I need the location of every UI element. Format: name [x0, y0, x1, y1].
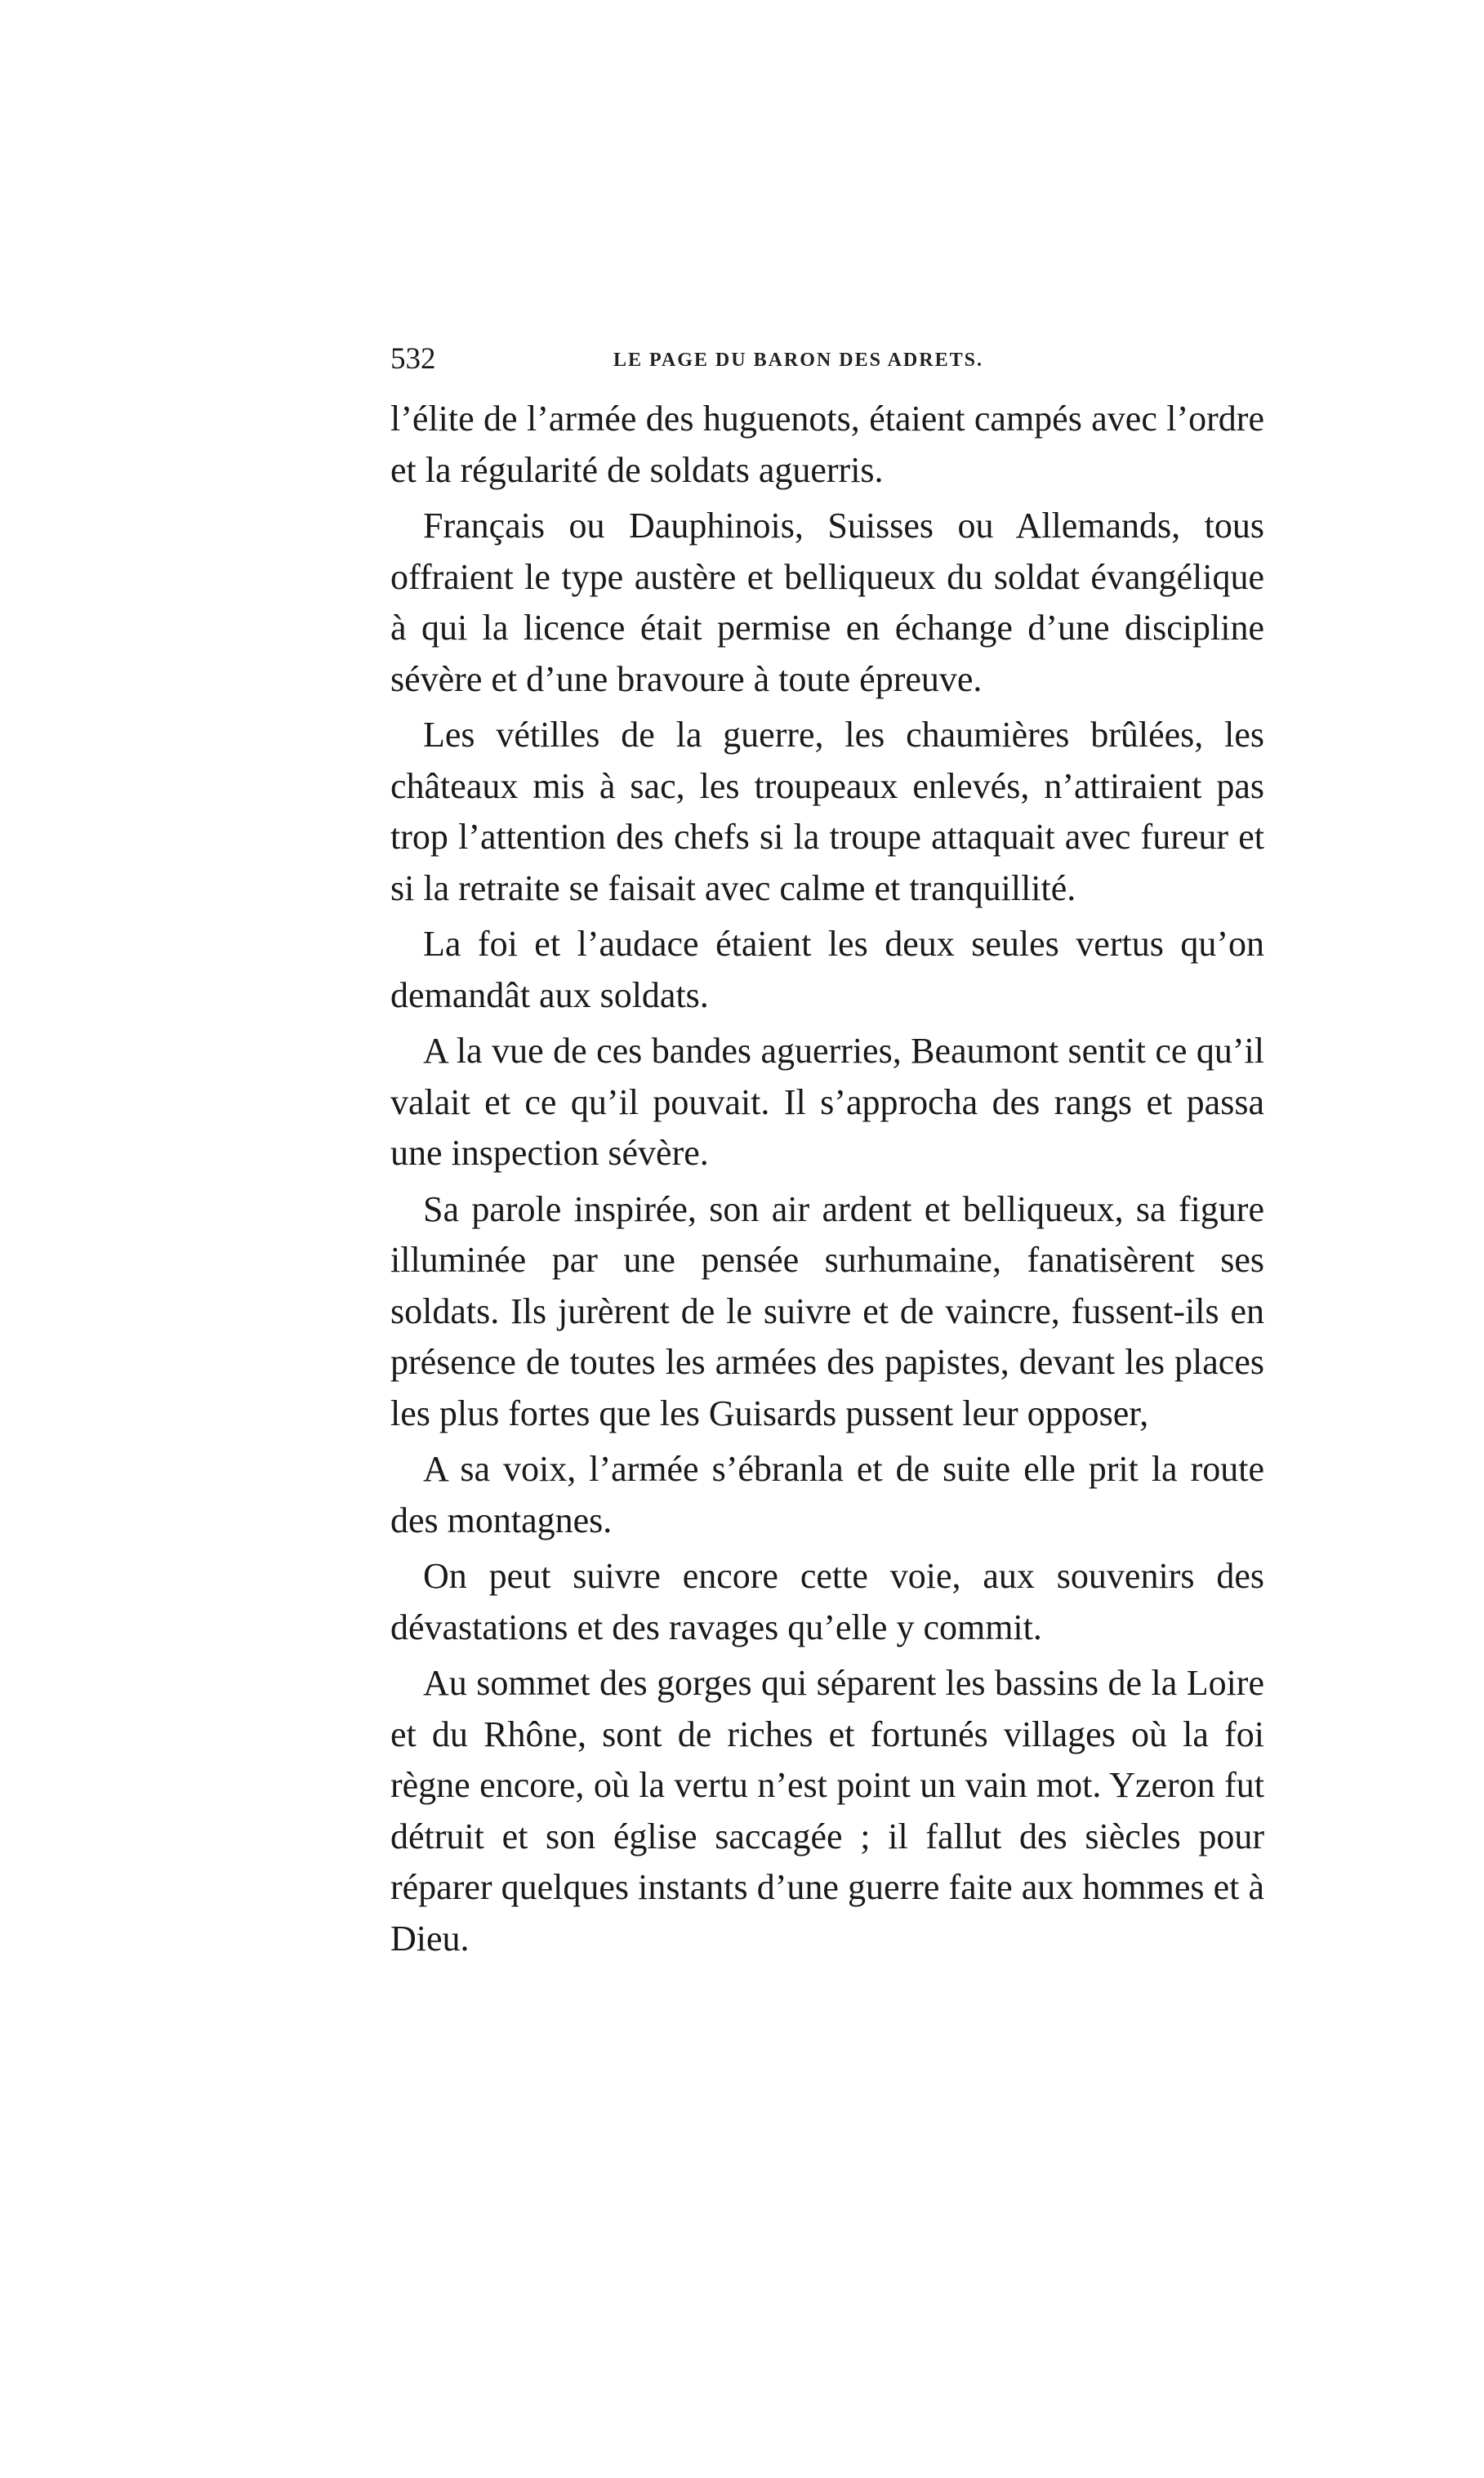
paragraph: Sa parole inspirée, son air ardent et belliqueux, sa figure illuminée par une pensée surhumaine, fanatisèrent ses soldats. Ils jurèrent de le suivre et de vaincre, fussent-ils en présence de toutes les armées des papistes, devant les places les plus fortes que les Guisards pussent leur opposer,	[390, 1188, 1264, 1433]
paragraph: Français ou Dauphinois, Suisses ou Allemands, tous offraient le type austère et belliqueux du soldat évangélique à qui la licence était permise en échange d’une discipline sévère et d’une bravoure à toute épreuve.	[390, 506, 1264, 699]
running-title: LE PAGE DU BARON DES ADRETS.	[613, 350, 983, 371]
body-text	[390, 394, 1264, 1964]
paragraph: A sa voix, l’armée s’ébranla et de suite elle prit la route des montagnes.	[390, 1449, 1264, 1540]
page-header	[390, 341, 1264, 382]
paragraph: Les vétilles de la guerre, les chaumières brûlées, les châteaux mis à sac, les troupeaux enlevés, n’attiraient pas trop l’attention des chefs si la troupe attaquait avec fureur et si la retraite se faisait avec calme et tranquillité.	[390, 715, 1264, 908]
page-number: 532	[390, 342, 436, 376]
paragraph: Au sommet des gorges qui séparent les bassins de la Loire et du Rhône, sont de riches et fortunés villages où la foi règne encore, où la vertu n’est point un vain mot. Yzeron fut détruit et son église saccagée ; il fallut des siècles pour réparer quelques instants d’une guerre faite aux hommes et à Dieu.	[390, 1663, 1264, 1959]
paragraph: A la vue de ces bandes aguerries, Beaumont sentit ce qu’il valait et ce qu’il pouvait. Il s’approcha des rangs et passa une inspection sévère.	[390, 1031, 1264, 1173]
paragraph: La foi et l’audace étaient les deux seules vertus qu’on demandât aux soldats.	[390, 924, 1264, 1015]
paragraph: l’élite de l’armée des huguenots, étaient campés avec l’ordre et la régularité de soldats aguerris.	[390, 399, 1264, 490]
paragraph: On peut suivre encore cette voie, aux souvenirs des dévastations et des ravages qu’elle y commit.	[390, 1556, 1264, 1647]
